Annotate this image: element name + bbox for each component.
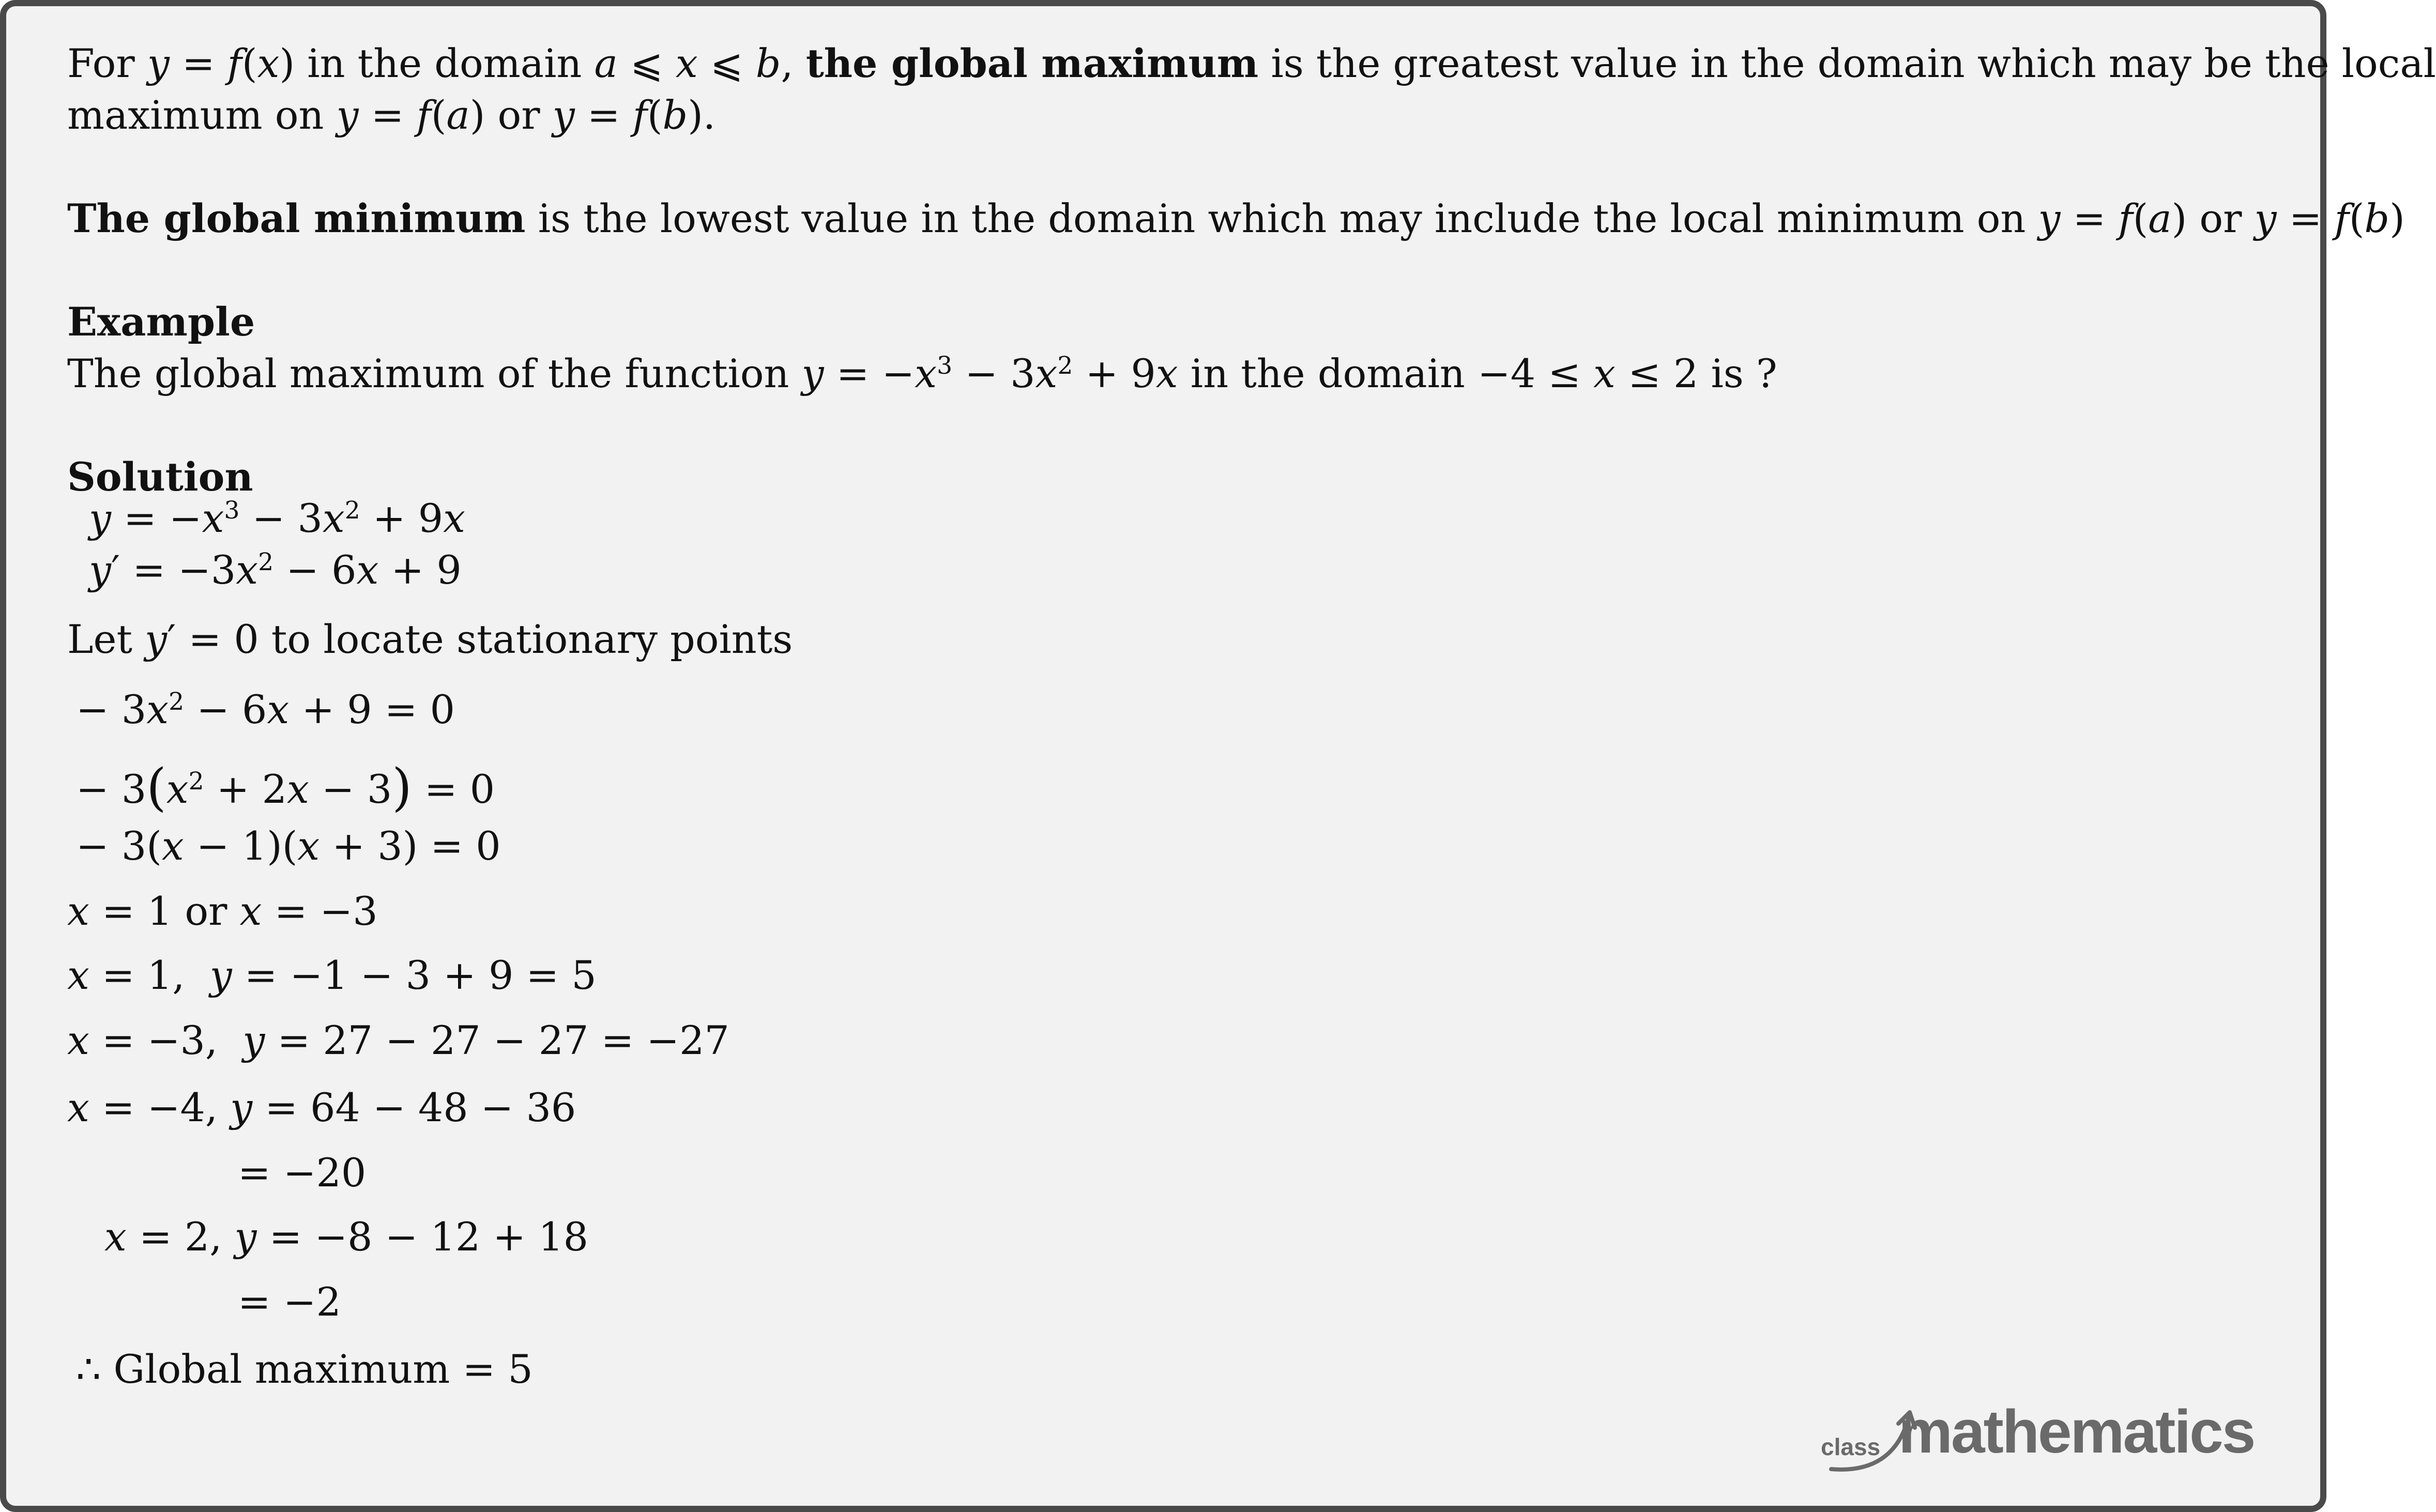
classmathematics-logo <box>1821 1397 2276 1479</box>
solution-equation: − $3x^2 - 6x + 9 = 0$ <box>76 686 455 732</box>
solution-eval-x2: x = 2, y = −8 − 12 + 18 <box>104 1214 588 1260</box>
definition-line-2: maximum on y = f(a) or y = f(b). <box>67 92 715 138</box>
solution-factor-out: − $3(x^2 + 2x - 3) = 0$ <box>76 757 495 817</box>
solution-eval-x1: x = 1, y = −1 − 3 + 9 = 5 <box>67 952 597 998</box>
solution-let-step: Let y′ = 0 to locate stationary points <box>67 616 793 662</box>
solution-roots: x = 1 or x = −3 <box>67 888 378 934</box>
therefore-symbol: ∴ <box>76 1346 101 1392</box>
global-minimum-term: The global minimum <box>67 195 526 241</box>
solution-eval-xm4: x = −4, y = 64 − 48 − 36 <box>67 1085 576 1131</box>
solution-eval-xm4-result: = −20 <box>238 1150 367 1196</box>
example-heading: Example <box>67 299 255 345</box>
global-maximum-term: the global maximum <box>805 40 1259 86</box>
example-question: The global maximum of the function $y = -x^3 - 3x^2 + 9x$ in the domain −4 ≤ x ≤ 2 is ? <box>67 350 1777 396</box>
logo-mathematics-text: mathematics <box>1898 1398 2255 1466</box>
solution-eval-x2-result: = −2 <box>238 1279 341 1325</box>
definition-line-3: The global minimum is the lowest value in the domain which may include the local minimum on y = f(a) or y = f(b) <box>67 195 2405 241</box>
solution-eval-xm3: x = −3, y = 27 − 27 − 27 = −27 <box>67 1017 729 1063</box>
logo-class-text: class <box>1821 1433 1881 1460</box>
solution-heading: Solution <box>67 454 253 500</box>
solution-derivative: $y' = -3x^2 - 6x + 9$ <box>89 547 462 593</box>
solution-factored: − 3(x − 1)(x + 3) = 0 <box>76 823 501 869</box>
solution-function: $y = -x^3 - 3x^2 + 9x$ <box>89 495 465 541</box>
definition-line-1: For y = f(x) in the domain a ⩽ x ⩽ b, the global maximum is the greatest value in the domain which may be the local <box>67 40 2436 86</box>
solution-conclusion: ∴ Global maximum = 5 <box>76 1346 533 1392</box>
